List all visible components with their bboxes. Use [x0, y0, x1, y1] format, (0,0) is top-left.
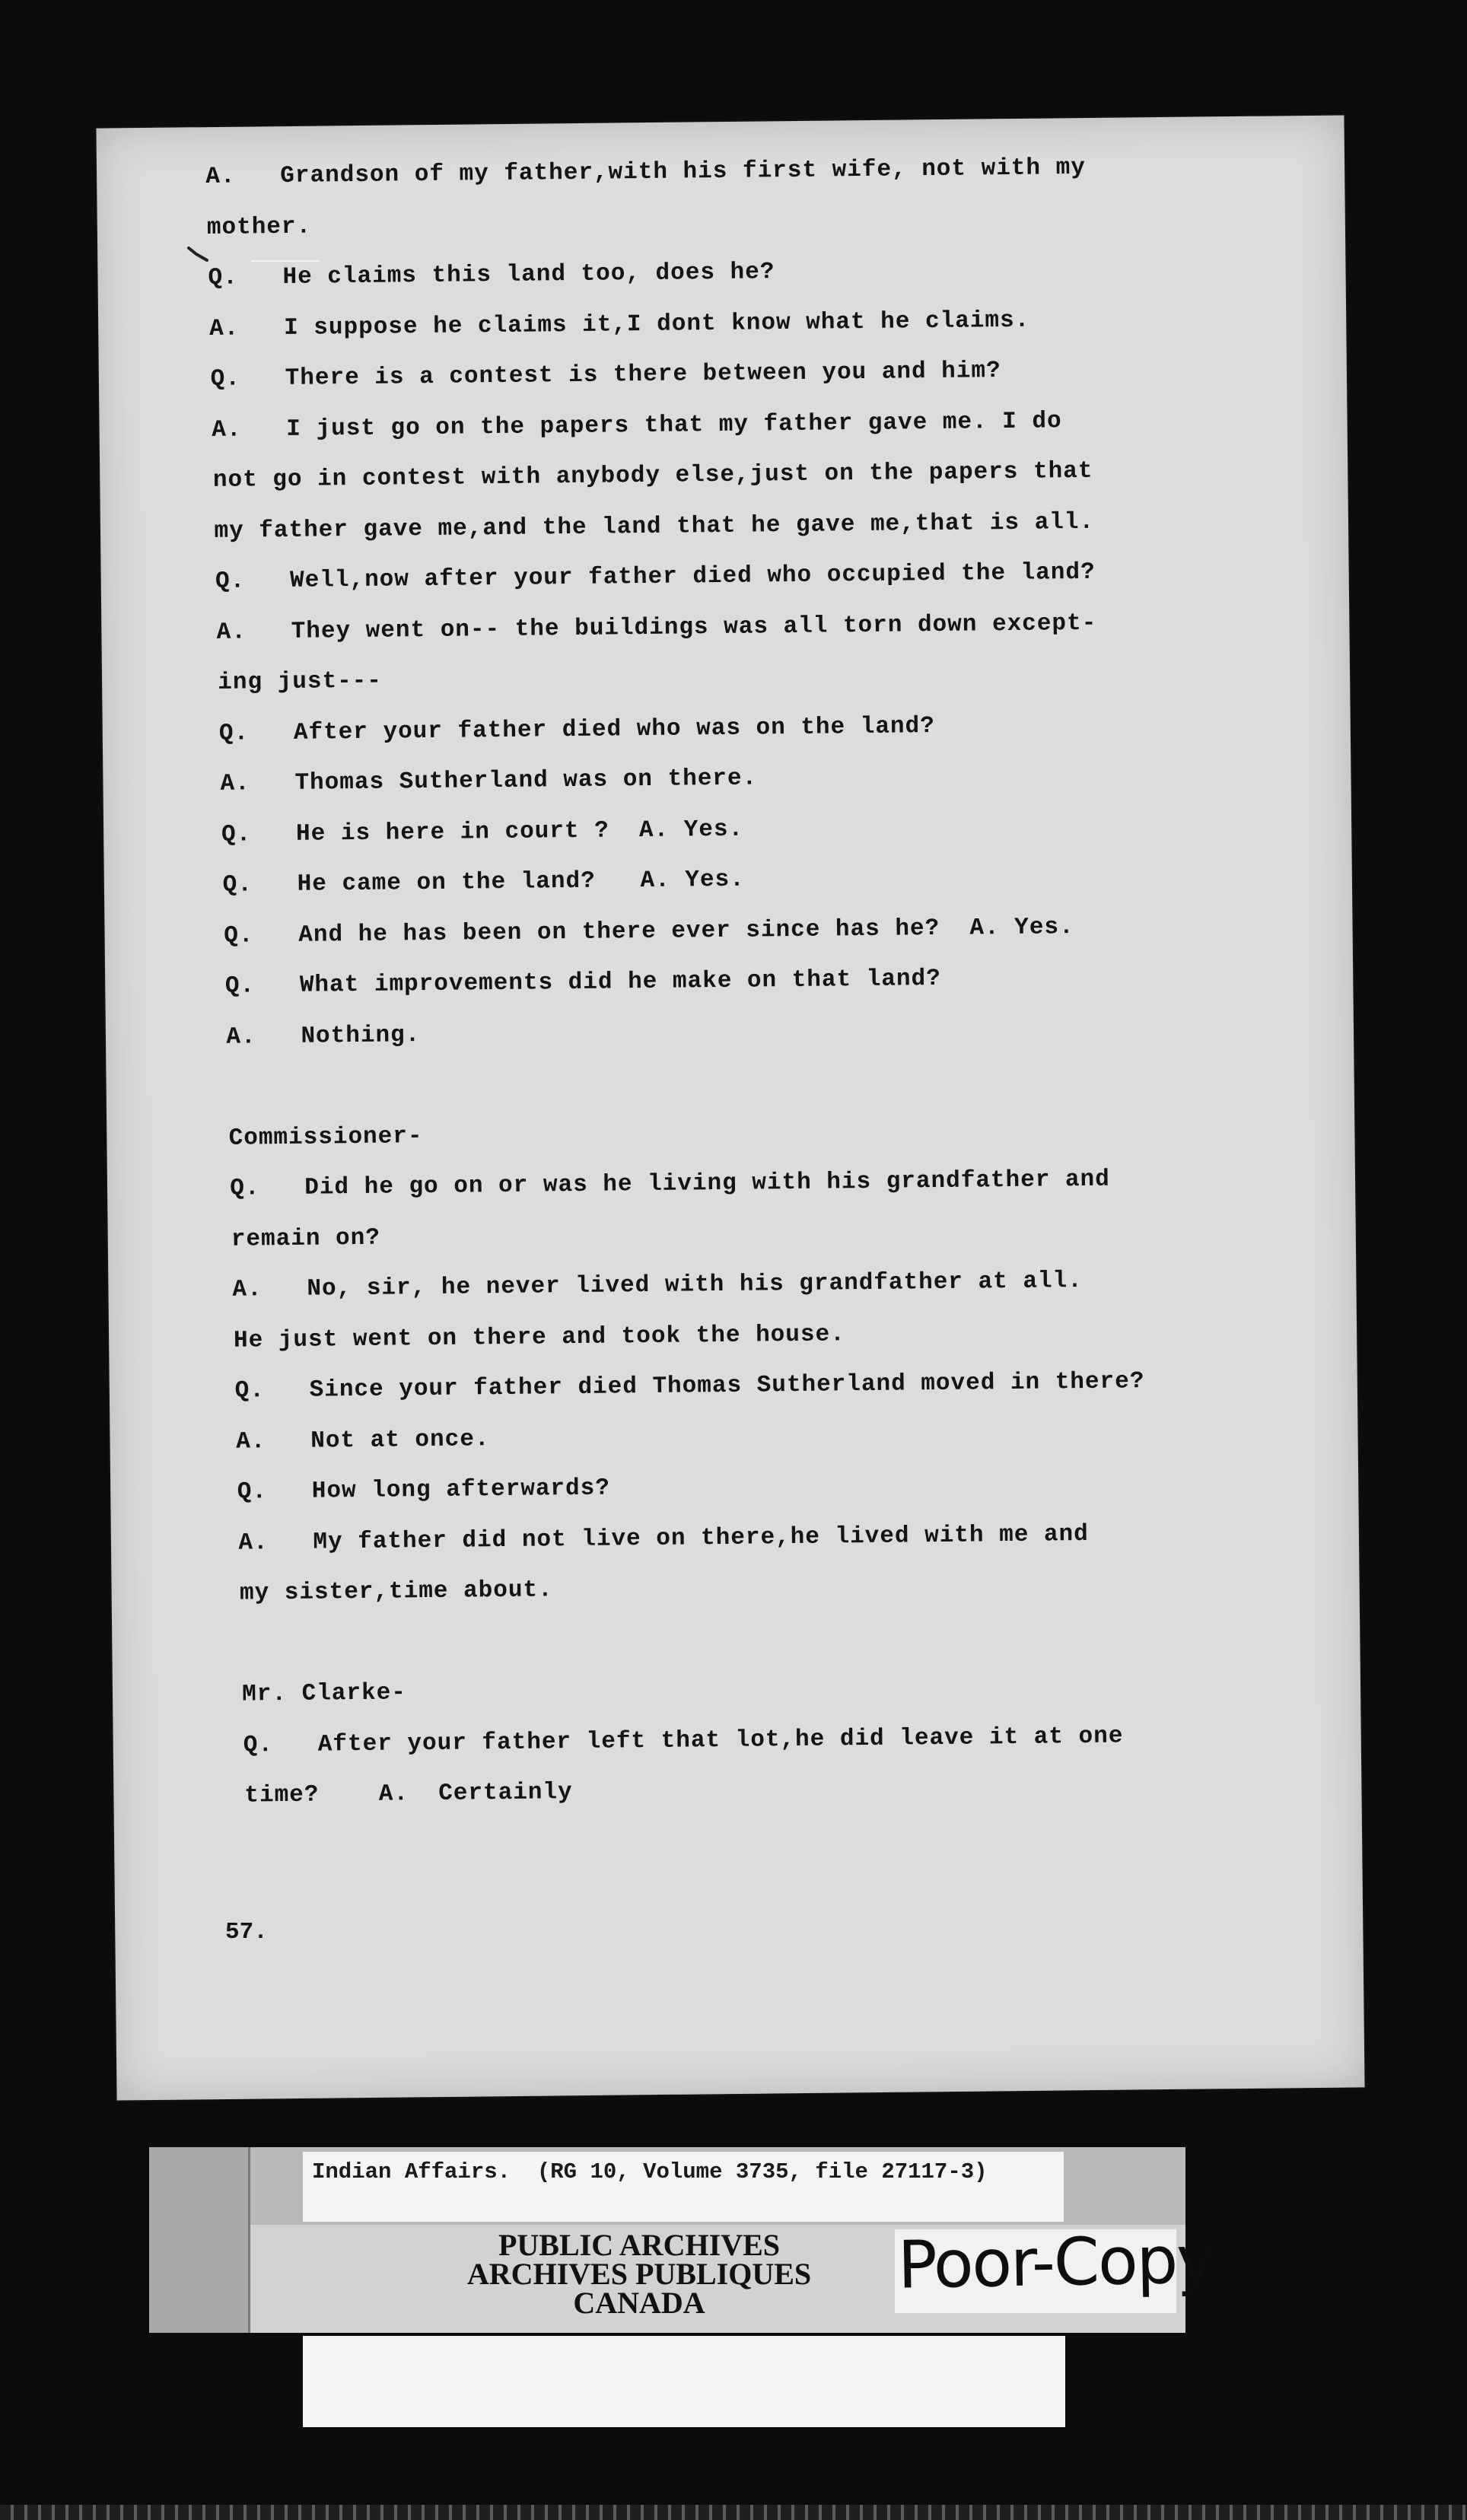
transcript-line: A. They went on-- the buildings was all torn down except-: [216, 609, 1097, 646]
transcript-line: my father gave me,and the land that he gave me,that is all.: [214, 508, 1095, 545]
stamp-line-french: ARCHIVES PUBLIQUES: [466, 2257, 812, 2291]
transcript-line: Q. Since your father died Thomas Sutherland moved in there?: [234, 1368, 1145, 1405]
transcript-line: A. Grandson of my father,with his first wife, not with my: [205, 154, 1087, 190]
transcript-line: He just went on there and took the house.: [233, 1320, 845, 1354]
transcript-line: A. Nothing.: [226, 1021, 421, 1051]
blank-label-card: [303, 2336, 1065, 2427]
transcript-line: Q. Well,now after your father died who occupied the land?: [215, 558, 1096, 595]
transcript-line: mother.: [206, 213, 312, 241]
transcript-line: Q. Did he go on or was he living with his grandfather and: [230, 1166, 1110, 1202]
transcript-line: Q. What improvements did he make on that land?: [224, 965, 941, 1000]
transcript-line: A. Thomas Sutherland was on there.: [220, 765, 758, 797]
transcript-line: Commissioner-: [228, 1122, 423, 1152]
transcript-line: A. I just go on the papers that my father gave me. I do: [212, 407, 1062, 444]
transcript-line: Q. There is a contest is there between you and him?: [210, 358, 1001, 393]
transcript-line: time? A. Certainly: [244, 1779, 573, 1809]
transcript-line: not go in contest with anybody else,just on the papers that: [212, 457, 1093, 494]
stamp-line-english: PUBLIC ARCHIVES: [498, 2228, 781, 2262]
transcript-line: Mr. Clarke-: [242, 1679, 407, 1708]
transcript-line: remain on?: [231, 1224, 381, 1253]
transcript-line: Q. After your father left that lot,he did leave it at one: [243, 1722, 1124, 1759]
transcript-line: Q. He is here in court ? A. Yes.: [221, 816, 744, 848]
transcript-line: Q. After your father died who was on the land?: [218, 712, 935, 747]
poor-copy-note: Poor-Copy: [897, 2222, 1214, 2304]
archives-stamp: [426, 2228, 852, 2320]
archive-citation: Indian Affairs. (RG 10, Volume 3735, file 27117-3): [312, 2159, 988, 2184]
transcript-line: my sister,time about.: [239, 1577, 553, 1607]
transcript-line: A. Not at once.: [236, 1425, 490, 1456]
transcript-body: [205, 141, 1319, 1822]
stamp-line-country: CANADA: [573, 2286, 705, 2320]
transcript-line: Q. And he has been on there ever since has he? A. Yes.: [224, 913, 1074, 950]
film-edge: [0, 2505, 1467, 2520]
transcript-line: A. My father did not live on there,he lived with me and: [238, 1520, 1089, 1557]
page-number: 57.: [225, 1919, 268, 1946]
transcript-line: Q. He claims this land too, does he?: [208, 259, 775, 291]
transcript-line: A. I suppose he claims it,I dont know what he claims.: [208, 307, 1030, 342]
transcript-line: Q. How long afterwards?: [237, 1475, 611, 1506]
archive-label-tab: [149, 2147, 250, 2333]
transcript-line: A. No, sir, he never lived with his grandfather at all.: [232, 1268, 1083, 1303]
transcript-line: Q. He came on the land? A. Yes.: [222, 866, 745, 899]
transcript-line: ing just---: [218, 667, 383, 696]
